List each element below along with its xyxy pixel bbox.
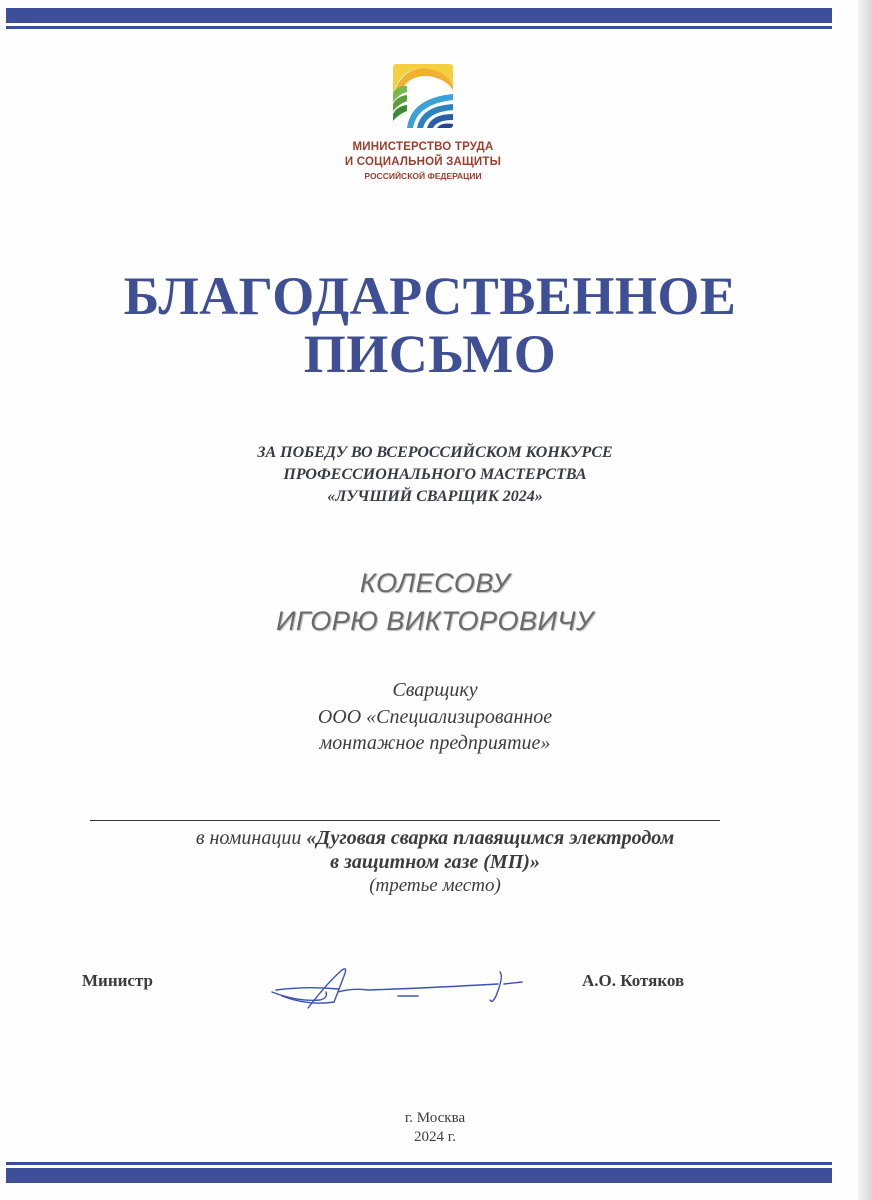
top-border-band <box>6 8 832 29</box>
document-title-line2: ПИСЬМО <box>303 324 557 384</box>
nomination-title-part2: в защитном газе (МП)» <box>330 851 540 873</box>
bottom-border-band <box>6 1162 832 1183</box>
scan-edge <box>858 0 872 1200</box>
award-reason-line3: «ЛУЧШИЙ СВАРЩИК 2024» <box>327 488 543 505</box>
award-reason-line2: ПРОФЕССИОНАЛЬНОГО МАСТЕРСТВА <box>283 466 587 483</box>
issue-city: г. Москва <box>404 1110 466 1126</box>
award-reason-line1: ЗА ПОБЕДУ ВО ВСЕРОССИЙСКОМ КОНКУРСЕ <box>257 444 613 461</box>
nomination-title-part1: «Дуговая сварка плавящимся электродом <box>306 827 675 849</box>
nomination-place: (третье место) <box>369 875 501 896</box>
signature-icon <box>268 962 530 1012</box>
ministry-logo-icon <box>393 64 453 128</box>
ministry-name-line2: И СОЦИАЛЬНОЙ ЗАЩИТЫ <box>344 156 502 168</box>
ministry-name-line1: МИНИСТЕРСТВО ТРУДА <box>352 141 494 153</box>
ministry-name-line3: РОССИЙСКОЙ ФЕДЕРАЦИИ <box>364 171 482 181</box>
divider-line <box>90 820 720 821</box>
recipient-position-line2: ООО «Специализированное <box>317 706 553 728</box>
recipient-surname: КОЛЕСОВУ <box>359 568 511 598</box>
recipient-position-line3: монтажное предприятие» <box>319 732 551 754</box>
ministry-name <box>300 140 546 183</box>
nomination-prefix: в номинации <box>195 827 302 849</box>
document-title-line1: БЛАГОДАРСТВЕННОЕ <box>123 266 737 326</box>
recipient-given-names: ИГОРЮ ВИКТОРОВИЧУ <box>276 606 594 636</box>
recipient-position-line1: Сварщику <box>392 679 478 701</box>
nomination-line1 <box>60 825 810 851</box>
issue-year: 2024 г. <box>414 1129 456 1145</box>
signer-name: А.О. Котяков <box>582 971 685 990</box>
signer-role: Министр <box>82 971 153 990</box>
